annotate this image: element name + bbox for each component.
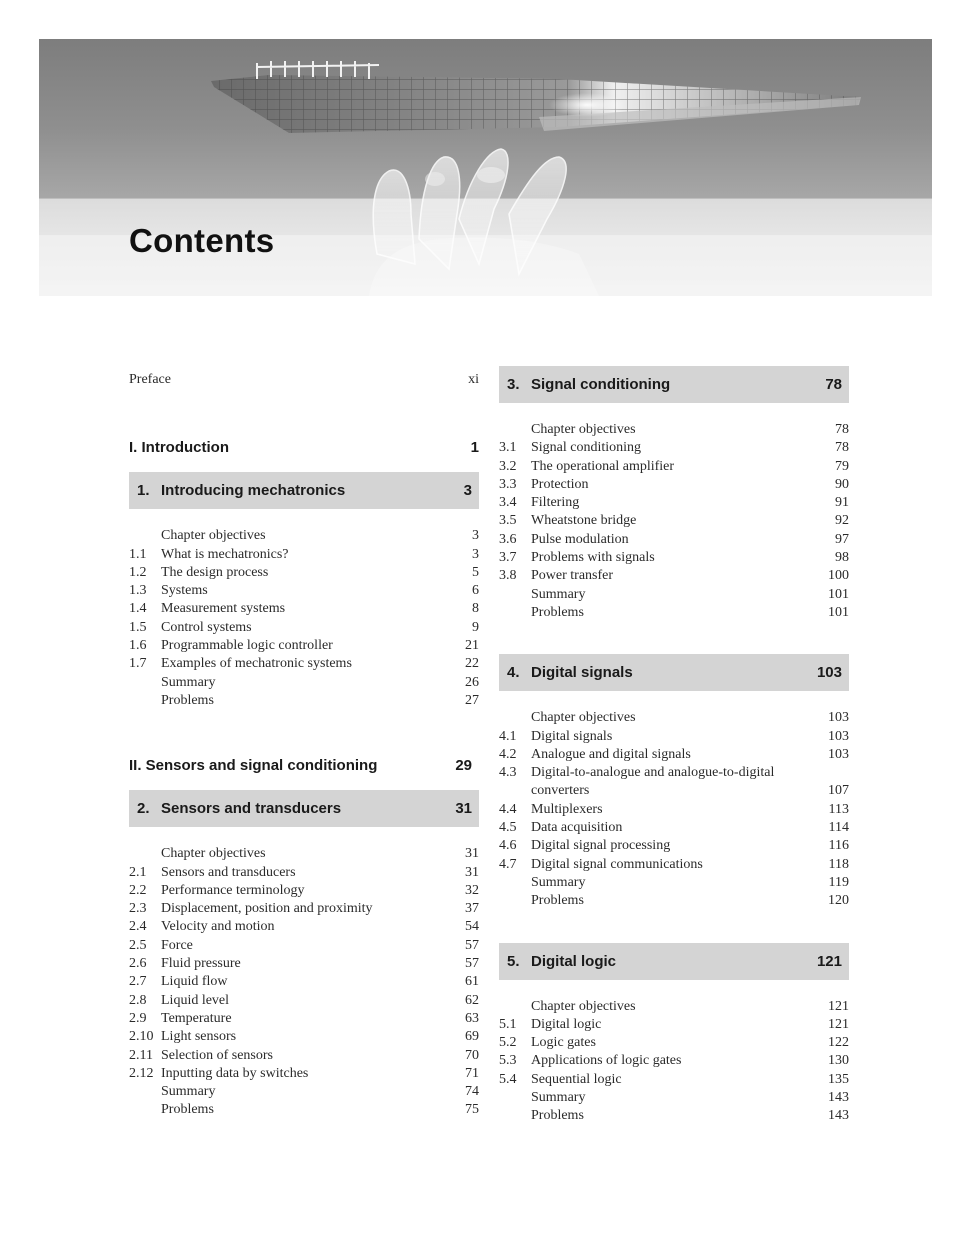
chapter-5-entries <box>499 998 849 1126</box>
toc-entry[interactable] <box>499 1016 849 1034</box>
toc-entry-title: Force <box>161 937 193 953</box>
toc-entry-number: 5.4 <box>499 1071 517 1087</box>
toc-entry-page: 31 <box>465 864 479 880</box>
toc-entry[interactable] <box>129 637 479 655</box>
toc-entry-title: Problems <box>531 604 584 620</box>
toc-entry-title: Sensors and transducers <box>161 864 296 880</box>
toc-entry-number: 3.4 <box>499 495 517 511</box>
toc-entry-title: converters <box>531 783 590 799</box>
toc-entry-title: Displacement, position and proximity <box>161 901 373 917</box>
toc-entry[interactable] <box>129 600 479 618</box>
toc-entry-page: 143 <box>828 1090 849 1106</box>
chapter-title: Digital logic <box>531 952 617 970</box>
toc-entry-title: Digital signal processing <box>531 838 671 854</box>
toc-preface-row[interactable] <box>129 371 479 389</box>
toc-entry-number: 3.6 <box>499 531 517 547</box>
hand-graphic <box>369 149 599 296</box>
toc-entry[interactable] <box>499 494 849 512</box>
toc-entry-page: 122 <box>828 1035 849 1051</box>
toc-entry-page: 63 <box>465 1010 479 1026</box>
toc-entry[interactable] <box>129 619 479 637</box>
toc-entry-page: 78 <box>835 422 849 437</box>
toc-entry-number: 4.1 <box>499 728 517 744</box>
toc-entry-number: 2.2 <box>129 882 147 898</box>
chapter-3-entries <box>499 421 849 622</box>
toc-entry-number: 4.6 <box>499 838 517 854</box>
toc-entry-title: Examples of mechatronic systems <box>161 656 352 672</box>
toc-entry-number: 4.3 <box>499 765 517 781</box>
toc-entry-number: 5.2 <box>499 1035 517 1051</box>
chapter-title: Sensors and transducers <box>161 800 342 818</box>
toc-entry-title: Control systems <box>161 619 252 635</box>
part-page: 1 <box>470 439 479 457</box>
toc-entry[interactable] <box>129 546 479 564</box>
toc-entry[interactable] <box>499 604 849 622</box>
toc-entry[interactable] <box>129 992 479 1010</box>
toc-chapter-5[interactable] <box>499 943 849 980</box>
toc-entry-page: 130 <box>828 1053 849 1069</box>
toc-entry[interactable] <box>129 1010 479 1028</box>
chapter-title: Signal conditioning <box>531 376 671 393</box>
toc-entry-number: 2.8 <box>129 992 147 1008</box>
toc-entry-number: 2.11 <box>129 1047 153 1063</box>
toc-entry[interactable] <box>129 864 479 882</box>
toc-entry-number: 5.3 <box>499 1053 517 1069</box>
toc-entry[interactable] <box>129 918 479 936</box>
toc-entry-title: Filtering <box>531 495 580 511</box>
toc-entry-page: 90 <box>835 476 849 492</box>
toc-entry-page: 8 <box>472 601 479 617</box>
toc-entry-title: Inputting data by switches <box>161 1065 309 1081</box>
toc-entry-title: Fluid pressure <box>161 956 241 972</box>
toc-entry-page: 6 <box>472 583 479 599</box>
toc-entry-page: 101 <box>828 586 849 602</box>
toc-entry-page: 107 <box>828 783 849 799</box>
toc-entry-number: 3.7 <box>499 550 517 566</box>
toc-entry[interactable] <box>499 1052 849 1070</box>
toc-entry-title: Selection of sensors <box>161 1047 273 1063</box>
toc-entry-page: 79 <box>835 458 849 474</box>
toc-entry[interactable] <box>129 1083 479 1101</box>
toc-entry-page: 118 <box>828 856 849 872</box>
toc-entry-number: 3.5 <box>499 513 517 529</box>
toc-entry[interactable] <box>499 801 849 819</box>
page-title: Contents <box>129 222 275 259</box>
toc-entry-page: 116 <box>828 838 849 854</box>
toc-entry[interactable] <box>499 1089 849 1107</box>
toc-chapter-1[interactable] <box>129 472 479 509</box>
chapter-number: 4. <box>507 664 520 682</box>
toc-entry[interactable] <box>129 973 479 991</box>
toc-entry-page: 3 <box>472 528 479 544</box>
toc-entry[interactable] <box>129 1065 479 1083</box>
chapter-number: 5. <box>507 952 520 970</box>
toc-entry-page: 70 <box>465 1047 479 1063</box>
toc-entry-page: 75 <box>465 1102 479 1118</box>
toc-entry-title: Summary <box>531 874 586 890</box>
toc-entry-page: 61 <box>465 974 479 990</box>
toc-entry[interactable] <box>499 549 849 567</box>
toc-entry-title: Digital signal communications <box>531 856 703 872</box>
toc-entry-title: Velocity and motion <box>161 919 275 935</box>
toc-entry-page: 114 <box>828 820 849 836</box>
toc-entry-number: 2.6 <box>129 956 147 972</box>
toc-entry-title: Problems <box>531 893 584 909</box>
toc-left-column <box>129 362 479 1120</box>
toc-entry-number: 2.7 <box>129 974 147 990</box>
toc-entry-title: Sequential logic <box>531 1071 622 1087</box>
toc-entry[interactable] <box>129 527 479 545</box>
toc-entry-page: 54 <box>465 919 479 935</box>
toc-entry-number: 2.5 <box>129 937 147 953</box>
toc-entry-title: Problems with signals <box>531 550 655 566</box>
toc-entry-page: 143 <box>828 1108 849 1124</box>
chapter-page: 3 <box>463 482 472 500</box>
toc-entry-page: 98 <box>835 550 849 566</box>
toc-entry-title: Signal conditioning <box>531 440 642 456</box>
toc-entry-title: Digital logic <box>531 1016 602 1032</box>
toc-entry-page: 57 <box>465 937 479 953</box>
toc-entry-number: 1.3 <box>129 583 147 599</box>
toc-entry[interactable] <box>499 764 849 782</box>
toc-entry[interactable] <box>499 531 849 549</box>
toc-entry[interactable] <box>499 728 849 746</box>
toc-entry[interactable] <box>499 819 849 837</box>
toc-entry-page: 103 <box>828 746 849 762</box>
toc-entry[interactable] <box>129 692 479 710</box>
chapter-1-entries <box>129 527 479 710</box>
toc-chapter-2[interactable] <box>129 790 479 827</box>
toc-entry-title: Pulse modulation <box>531 531 629 547</box>
toc-entry-page: 135 <box>828 1071 849 1087</box>
toc-entry[interactable] <box>129 1028 479 1046</box>
toc-entry-page: 91 <box>835 495 849 511</box>
toc-part-2[interactable] <box>129 757 479 774</box>
toc-entry[interactable] <box>499 874 849 892</box>
toc-entry-title: Chapter objectives <box>531 710 636 726</box>
toc-entry-title: Systems <box>161 583 208 599</box>
toc-entry-title: Measurement systems <box>161 601 286 617</box>
toc-entry-title: Problems <box>161 1102 214 1118</box>
toc-entry-title: Chapter objectives <box>531 998 636 1014</box>
toc-entry[interactable] <box>129 882 479 900</box>
toc-entry-number: 3.8 <box>499 568 517 584</box>
toc-entry-number: 4.4 <box>499 801 517 817</box>
chapter-number: 2. <box>137 800 150 818</box>
chapter-title: Digital signals <box>531 664 633 682</box>
toc-entry[interactable] <box>499 458 849 476</box>
toc-entry[interactable] <box>499 782 849 800</box>
toc-entry-title: Power transfer <box>531 568 614 584</box>
toc-entry[interactable] <box>499 892 849 910</box>
toc-entry-page: 26 <box>465 674 479 690</box>
toc-entry-title: Protection <box>531 476 589 492</box>
toc-entry-number: 4.2 <box>499 746 517 762</box>
toc-entry-title: Logic gates <box>531 1035 596 1051</box>
toc-entry-page: 31 <box>465 846 479 862</box>
toc-entry-page: 69 <box>465 1029 479 1045</box>
toc-entry-number: 1.2 <box>129 564 147 580</box>
toc-entry-page: 57 <box>465 956 479 972</box>
toc-entry-page: 27 <box>465 692 479 708</box>
toc-entry-title: Summary <box>531 1090 586 1106</box>
toc-entry[interactable] <box>499 709 849 727</box>
toc-entry-number: 3.2 <box>499 458 517 474</box>
chapter-2-entries <box>129 845 479 1119</box>
toc-entry-title: What is mechatronics? <box>161 546 289 562</box>
part-title: I. Introduction <box>129 439 229 457</box>
toc-entry-title: Multiplexers <box>531 801 603 817</box>
part-title: II. Sensors and signal conditioning <box>129 757 378 775</box>
toc-entry-page: 21 <box>465 638 479 654</box>
toc-entry-page: 120 <box>828 893 849 909</box>
toc-entry[interactable] <box>129 845 479 863</box>
toc-entry-number: 4.5 <box>499 820 517 836</box>
toc-entry-title: Performance terminology <box>161 882 305 898</box>
toc-chapter-4[interactable] <box>499 654 849 691</box>
toc-entry[interactable] <box>129 937 479 955</box>
toc-entry-number: 2.1 <box>129 864 147 880</box>
chapter-4-entries <box>499 709 849 910</box>
toc-entry[interactable] <box>499 476 849 494</box>
toc-entry-number: 3.1 <box>499 440 517 456</box>
toc-entry-page: 121 <box>828 1016 849 1032</box>
toc-entry-title: Chapter objectives <box>531 422 636 437</box>
chapter-page: 31 <box>455 800 472 818</box>
toc-entry-number: 5.1 <box>499 1016 517 1032</box>
toc-chapter-3[interactable] <box>499 366 849 403</box>
toc-entry-page: 78 <box>835 440 849 456</box>
toc-entry-page: 3 <box>472 546 479 562</box>
toc-entry[interactable] <box>499 567 849 585</box>
toc-entry-title: Chapter objectives <box>161 846 266 862</box>
toc-entry-page: 119 <box>828 874 849 890</box>
toc-entry-page: 22 <box>465 656 479 672</box>
toc-entry-page: 100 <box>828 568 849 584</box>
toc-entry[interactable] <box>129 674 479 692</box>
toc-entry-page: 113 <box>828 801 849 817</box>
toc-entry[interactable] <box>499 586 849 604</box>
toc-entry-number: 4.7 <box>499 856 517 872</box>
toc-entry[interactable] <box>499 1107 849 1125</box>
part-page: 29 <box>455 757 472 775</box>
toc-entry[interactable] <box>499 837 849 855</box>
toc-entry-title: Digital-to-analogue and analogue-to-digital <box>531 765 775 781</box>
toc-entry-page: 92 <box>835 513 849 529</box>
toc-entry[interactable] <box>129 564 479 582</box>
toc-entry-title: Summary <box>161 1084 216 1100</box>
toc-entry-title: Preface <box>129 372 171 387</box>
chapter-page: 103 <box>816 664 842 682</box>
toc-entry-title: Digital signals <box>531 728 613 744</box>
toc-entry[interactable] <box>499 1034 849 1052</box>
toc-entry-title: Programmable logic controller <box>161 638 333 654</box>
chapter-page: 121 <box>816 952 842 970</box>
toc-entry-title: The operational amplifier <box>531 458 675 474</box>
toc-entry-number: 2.10 <box>129 1029 154 1045</box>
toc-entry[interactable] <box>129 900 479 918</box>
toc-entry-title: Temperature <box>161 1010 232 1026</box>
toc-entry-page: 9 <box>472 619 479 635</box>
toc-entry-page: 32 <box>465 882 479 898</box>
chapter-title: Introducing mechatronics <box>161 482 346 500</box>
toc-entry-page: 103 <box>828 710 849 726</box>
toc-entry-number: 1.6 <box>129 638 147 654</box>
toc-entry-page: 101 <box>828 604 849 620</box>
toc-entry-title: Problems <box>161 692 214 708</box>
toc-entry[interactable] <box>129 655 479 673</box>
toc-entry-title: Applications of logic gates <box>531 1053 682 1069</box>
chapter-page: 78 <box>825 376 842 393</box>
toc-entry-title: Summary <box>531 586 586 602</box>
toc-entry-number: 2.12 <box>129 1065 154 1081</box>
solar-panel-graphic <box>211 61 861 133</box>
toc-entry-page: 103 <box>828 728 849 744</box>
toc-entry[interactable] <box>499 856 849 874</box>
toc-entry-title: Liquid level <box>161 992 230 1008</box>
toc-entry-page: 97 <box>835 531 849 547</box>
toc-entry-number: 1.7 <box>129 656 147 672</box>
toc-entry[interactable] <box>499 421 849 439</box>
toc-entry-number: 1.1 <box>129 546 147 562</box>
toc-entry-title: Analogue and digital signals <box>531 746 691 762</box>
toc-entry[interactable] <box>499 439 849 457</box>
toc-entry[interactable] <box>129 1047 479 1065</box>
toc-entry-title: Data acquisition <box>531 820 623 836</box>
toc-entry-number: 2.3 <box>129 901 147 917</box>
toc-entry-title: Problems <box>531 1108 584 1124</box>
toc-entry[interactable] <box>129 955 479 973</box>
toc-entry-title: Light sensors <box>161 1029 237 1045</box>
toc-entry-number: 2.4 <box>129 919 147 935</box>
toc-right-column <box>499 366 849 1126</box>
toc-entry-page: 62 <box>465 992 479 1008</box>
toc-entry-page: 74 <box>465 1084 479 1100</box>
toc-entry[interactable] <box>499 746 849 764</box>
toc-entry-number: 2.9 <box>129 1010 147 1026</box>
toc-entry[interactable] <box>499 998 849 1016</box>
toc-entry-number: 1.5 <box>129 619 147 635</box>
chapter-number: 1. <box>137 482 150 500</box>
toc-entry-title: Chapter objectives <box>161 528 266 544</box>
toc-entry-page: 71 <box>465 1065 479 1081</box>
toc-entry-title: Summary <box>161 674 216 690</box>
toc-entry-title: The design process <box>161 564 269 580</box>
toc-entry[interactable] <box>129 1101 479 1119</box>
toc-entry-title: Liquid flow <box>161 974 228 990</box>
toc-entry-page: 5 <box>472 564 479 580</box>
toc-part-1[interactable] <box>129 439 479 456</box>
toc-entry-title: Wheatstone bridge <box>531 513 637 529</box>
toc-entry[interactable] <box>129 582 479 600</box>
toc-entry-page: xi <box>468 372 479 387</box>
toc-entry-number: 1.4 <box>129 601 147 617</box>
toc-entry[interactable] <box>499 512 849 530</box>
toc-entry[interactable] <box>499 1071 849 1089</box>
chapter-number: 3. <box>507 376 520 393</box>
toc-entry-page: 37 <box>465 901 479 917</box>
toc-entry-page: 121 <box>828 998 849 1014</box>
toc-entry-number: 3.3 <box>499 476 517 492</box>
